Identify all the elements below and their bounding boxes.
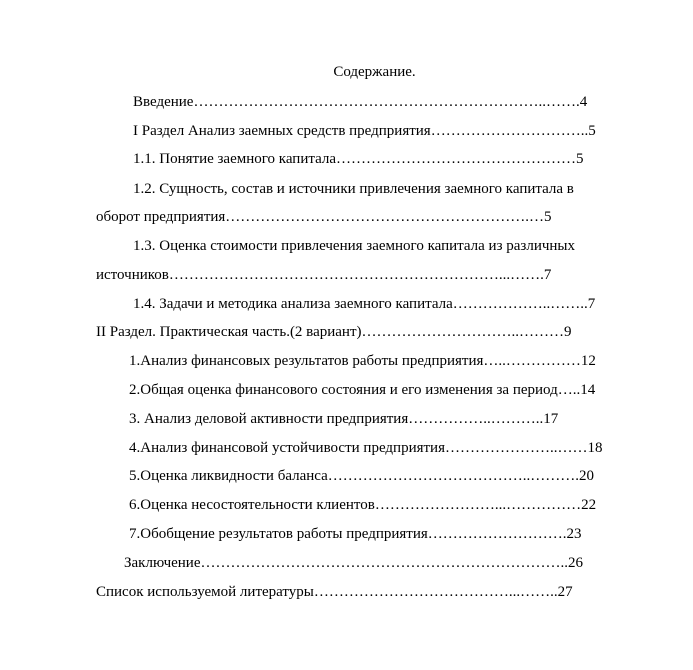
toc-entry-2-1: 1.Анализ финансовых результатов работы предприятия…..……………12	[129, 353, 596, 369]
toc-entry-2-6: 6.Оценка несостоятельности клиентов……………………...……………22	[129, 497, 597, 513]
toc-entry-1-1: 1.1. Понятие заемного капитала…………………………………………5	[133, 151, 584, 167]
toc-entry-2-5: 5.Оценка ликвидности баланса…………………………………..……….20	[129, 468, 595, 484]
toc-entry-section-1: I Раздел Анализ заемных средств предприятия…………………………..5	[133, 123, 596, 139]
toc-entry-1-3-line2: источников…………………………………………………………...…….7	[96, 267, 552, 283]
toc-entry-2-2: 2.Общая оценка финансового состояния и его изменения за период…..14	[129, 382, 596, 398]
toc-title: Содержание.	[333, 64, 416, 80]
toc-entry-1-3-line1: 1.3. Оценка стоимости привлечения заемного капитала из различных	[133, 238, 576, 254]
toc-entry-2-4: 4.Анализ финансовой устойчивости предприятия…………………..……18	[129, 440, 603, 456]
toc-entry-2-7: 7.Обобщение результатов работы предприятия……………………….23	[129, 526, 582, 542]
toc-entry-1-2-line1: 1.2. Сущность, состав и источники привлечения заемного капитала в	[133, 181, 574, 197]
toc-entry-introduction: Введение……………………………………………………………..…….4	[133, 94, 588, 110]
toc-entry-references: Список используемой литературы…………………………………...……..27	[96, 584, 573, 600]
toc-entry-2-3: 3. Анализ деловой активности предприятия……………..………..17	[129, 411, 559, 427]
toc-entry-conclusion: Заключение………………………………………………………………..26	[124, 555, 583, 571]
toc-entry-1-4: 1.4. Задачи и методика анализа заемного капитала………………..……..7	[133, 296, 596, 312]
toc-entry-1-2-line2: оборот предприятия…………………………………………………….…5	[96, 209, 552, 225]
toc-entry-section-2: II Раздел. Практическая часть.(2 вариант)…………………………..………9	[96, 324, 572, 340]
